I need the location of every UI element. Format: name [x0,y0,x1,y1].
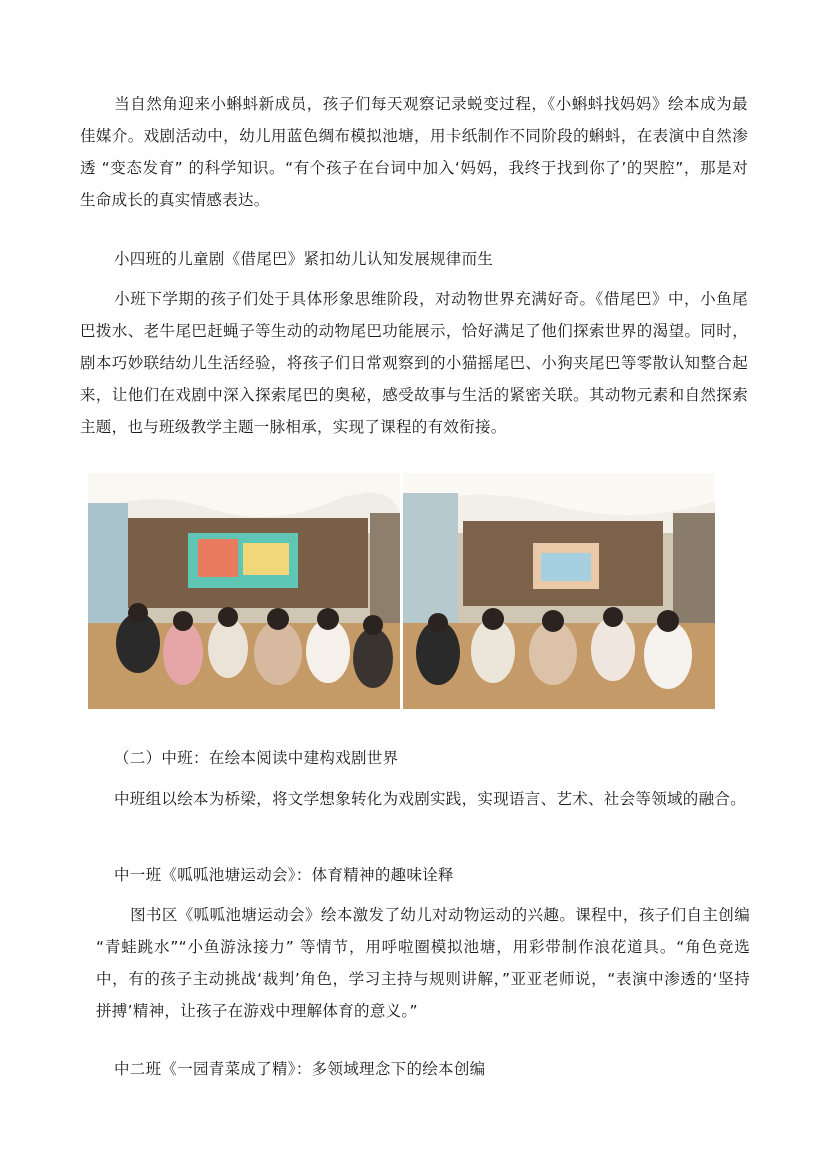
paragraph-borrow-tail: 小班下学期的孩子们处于具体形象思维阶段，对动物世界充满好奇。《借尾巴》中，小鱼尾巴拨水、老牛尾巴赶蝇子等生动的动物尾巴功能展示，恰好满足了他们探索世界的渴望。同时，剧本巧妙联结幼儿生活经验，将孩子们日常观察到的小猫摇尾巴、小狗夹尾巴等零散认知整合起来，让他们在戏剧中深入探索尾巴的奥秘，感受故事与生活的紧密关联。其动物元素和自然探索主题，也与班级教学主题一脉相承，实现了课程的有效衔接。 [80,290,748,436]
paragraph-pond-sports: 图书区《呱呱池塘运动会》绘本激发了幼儿对动物运动的兴趣。课程中，孩子们自主创编 “青蛙跳水”“小鱼游泳接力” 等情节，用呼啦圈模拟池塘，用彩带制作浪花道具。“角色竞选中，有的孩子主动挑战‘裁判’角色，学习主持与规则讲解，”亚亚老师说，“表演中渗透的‘坚持拼搏’精神，让孩子在游戏中理解体育的意义。” [96,906,750,1020]
paragraph-middle-class: 中班组以绘本为桥梁，将文学想象转化为戏剧实践，实现语言、艺术、社会等领域的融合。 [114,790,747,808]
paragraph-tadpole: 当自然角迎来小蝌蚪新成员，孩子们每天观察记录蜕变过程，《小蝌蚪找妈妈》绘本成为最佳媒介。戏剧活动中，幼儿用蓝色绸布模拟池塘，用卡纸制作不同阶段的蝌蚪，在表演中自然渗透 “变态发育” 的科学知识。“有个孩子在台词中加入‘妈妈，我终于找到你了’的哭腔”，那是对生命成长的真实情感表达。 [80,95,748,209]
heading-vegetable-garden: 中二班《一园青菜成了精》：多领域理念下的绘本创编 [114,1060,486,1078]
heading-pond-sports: 中一班《呱呱池塘运动会》：体育精神的趣味诠释 [114,866,454,884]
heading-borrow-tail: 小四班的儿童剧《借尾巴》紧扣幼儿认知发展规律而生 [114,250,494,268]
heading-middle-class: （二）中班：在绘本阅读中建构戏剧世界 [114,749,399,767]
photo-classroom-right [403,473,715,709]
photo-classroom-left [88,473,400,709]
